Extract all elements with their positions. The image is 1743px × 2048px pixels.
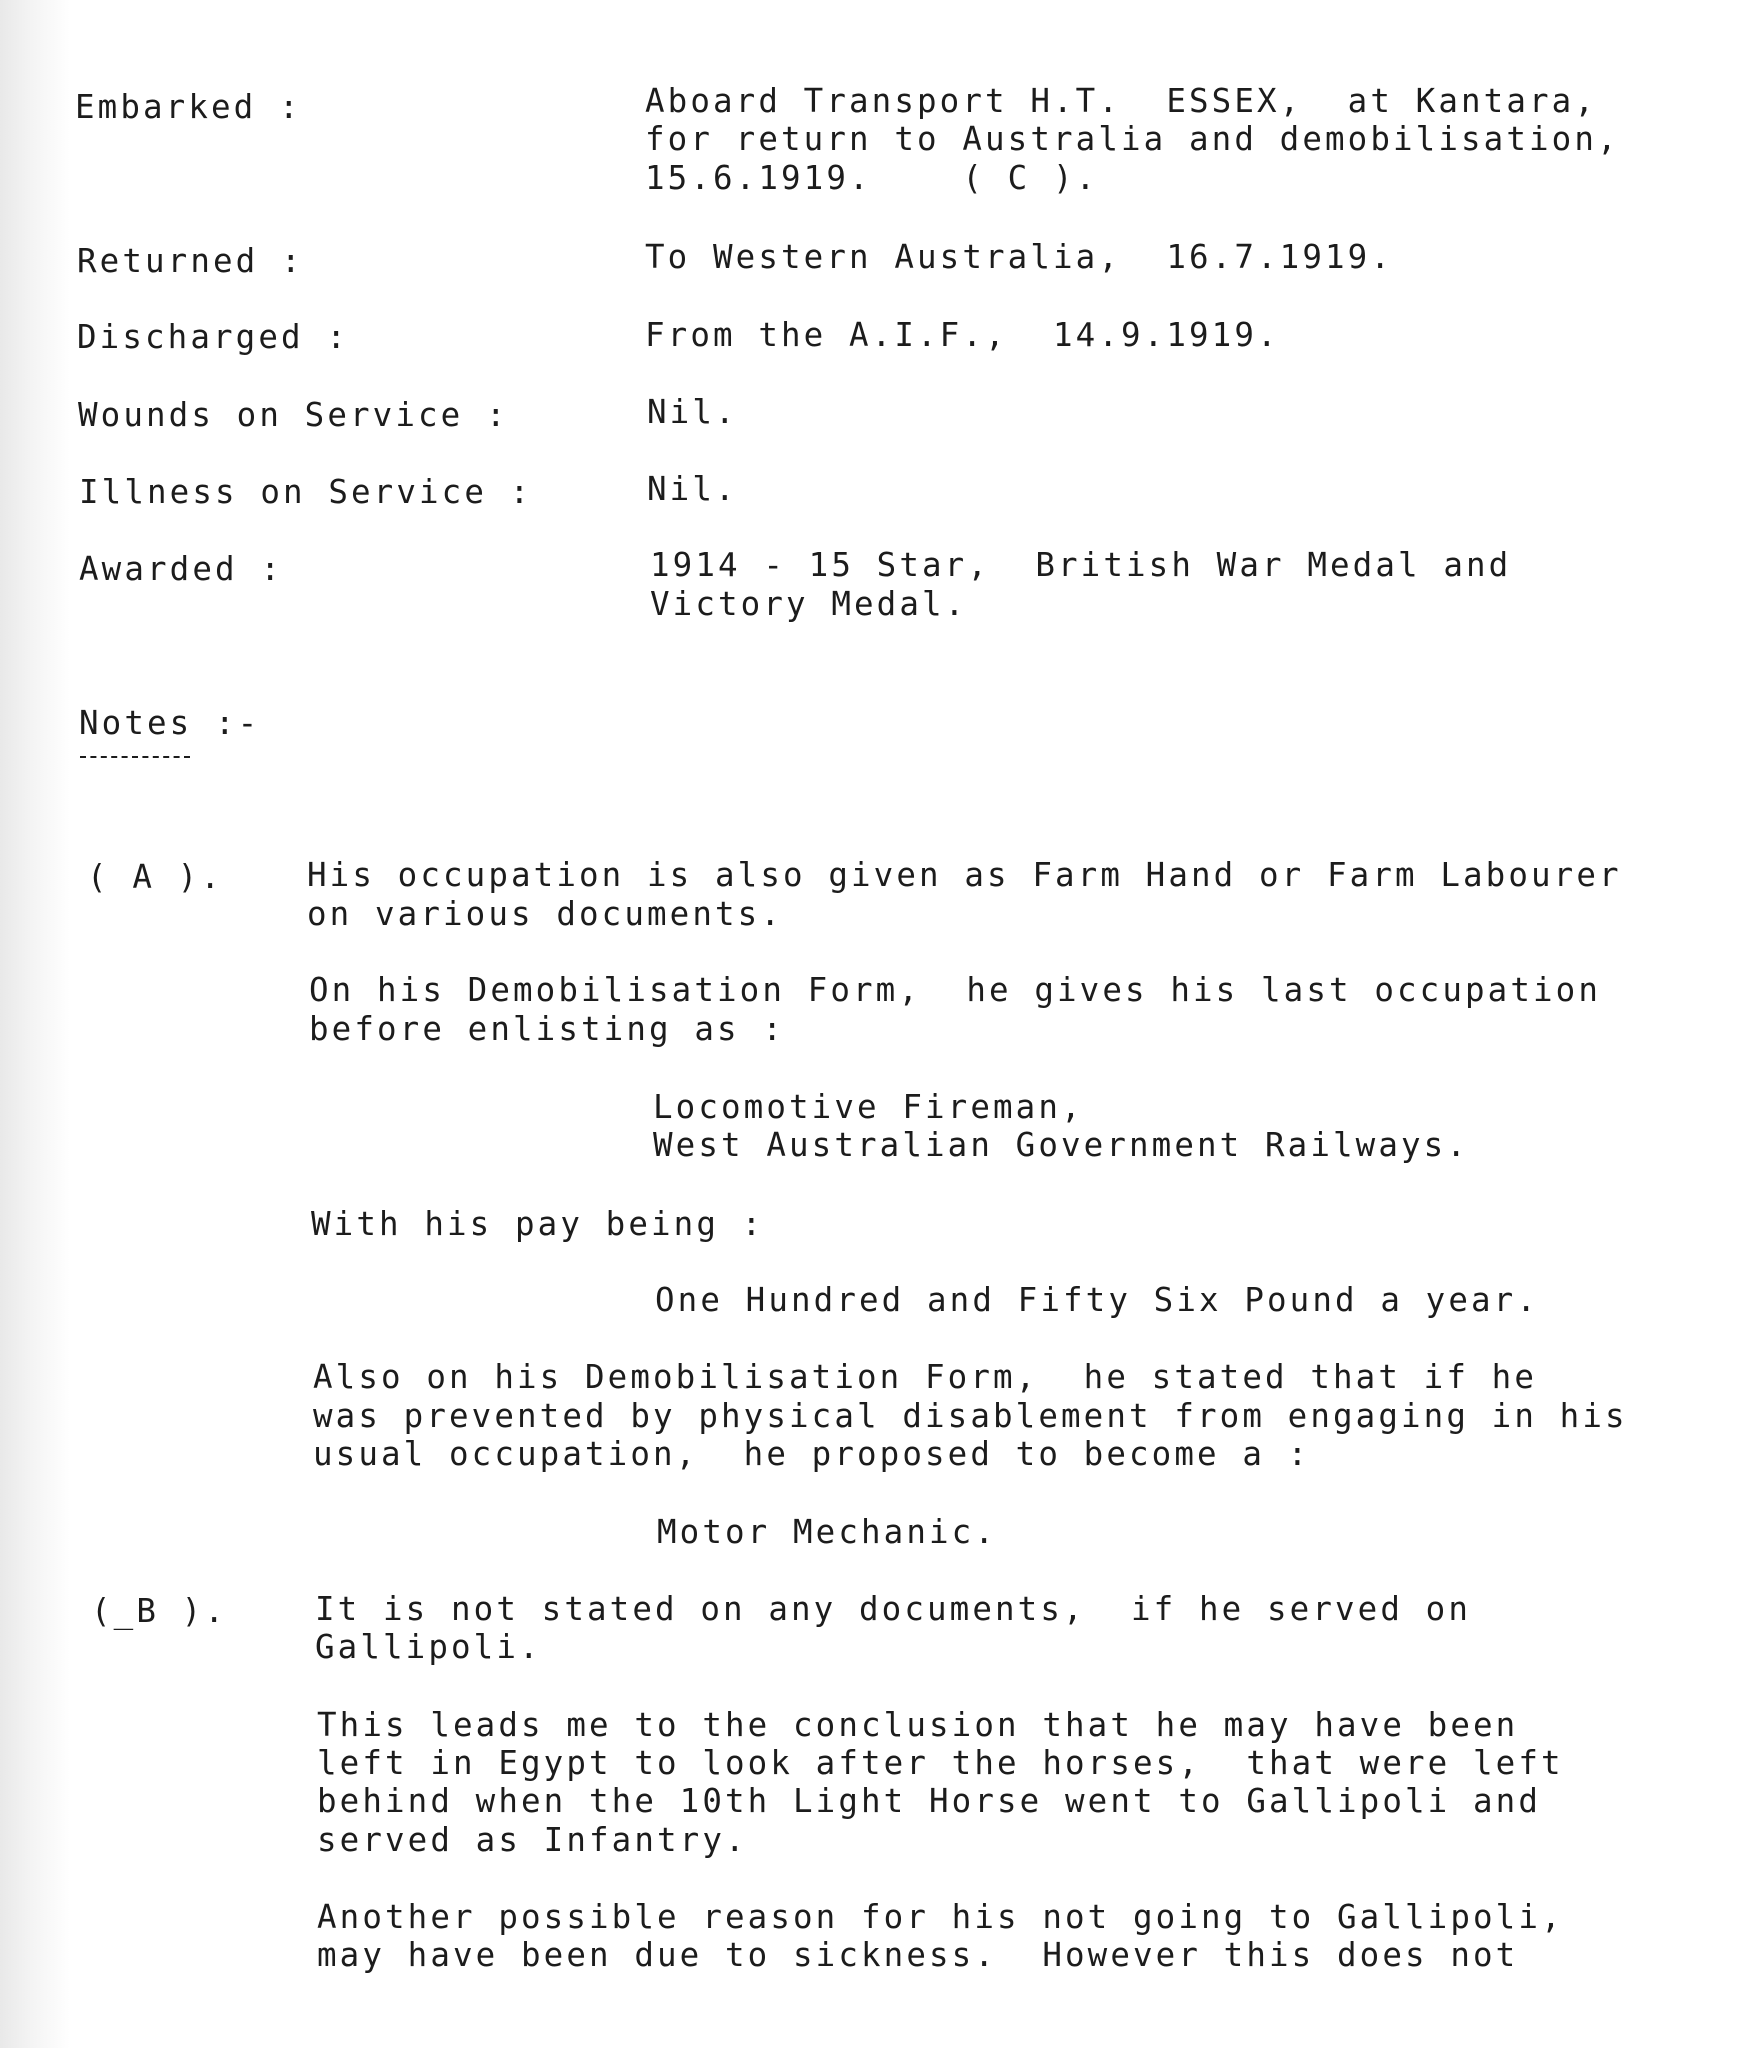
note-b-para3-line-2: may have been due to sickness. However this does not	[317, 1936, 1519, 1974]
note-a-para3-line-1: Also on his Demobilisation Form, he stated that if he	[313, 1358, 1537, 1396]
returned-value: To Western Australia, 16.7.1919.	[645, 238, 1393, 276]
note-a-para2-line-2: before enlisting as :	[309, 1010, 785, 1048]
note-b-para2-line-2: left in Egypt to look after the horses, that were left	[317, 1744, 1564, 1782]
note-b-para2-line-3: behind when the 10th Light Horse went to Gallipoli and	[317, 1782, 1541, 1820]
note-a-pay: One Hundred and Fifty Six Pound a year.	[655, 1281, 1539, 1319]
illness-value: Nil.	[647, 470, 738, 508]
note-b-para2-line-1: This leads me to the conclusion that he may have been	[317, 1706, 1519, 1744]
note-a-marker: ( A ).	[87, 858, 223, 896]
discharged-label: Discharged :	[77, 318, 349, 356]
note-b-para1-line-2: Gallipoli.	[315, 1628, 542, 1666]
illness-label: Illness on Service :	[79, 473, 533, 511]
note-a-para3-line-3: usual occupation, he proposed to become a :	[313, 1435, 1311, 1473]
note-a-para3-line-2: was prevented by physical disablement from engaging in his	[313, 1397, 1628, 1435]
awarded-label: Awarded :	[79, 550, 283, 588]
note-a-occupation-line-2: West Australian Government Railways.	[653, 1126, 1469, 1164]
note-a-pay-intro: With his pay being :	[311, 1205, 765, 1243]
embarked-label: Embarked :	[75, 88, 302, 126]
note-a-para1-line-2: on various documents.	[307, 895, 783, 933]
awarded-value-line-2: Victory Medal.	[650, 585, 968, 623]
embarked-value-line-3: 15.6.1919. ( C ).	[645, 159, 1099, 197]
note-a-para2-line-1: On his Demobilisation Form, he gives his last occupation	[309, 971, 1601, 1009]
note-b-para1-line-1: It is not stated on any documents, if he served on	[315, 1590, 1471, 1628]
notes-heading-underline	[80, 756, 190, 758]
discharged-value: From the A.I.F., 14.9.1919.	[645, 316, 1280, 354]
note-a-para1-line-1: His occupation is also given as Farm Hand or Farm Labourer	[307, 856, 1622, 894]
note-a-proposed: Motor Mechanic.	[657, 1513, 997, 1551]
notes-heading: Notes :-	[79, 704, 261, 742]
wounds-label: Wounds on Service :	[78, 396, 509, 434]
embarked-value-line-2: for return to Australia and demobilisation,	[645, 120, 1620, 158]
note-b-para2-line-4: served as Infantry.	[317, 1821, 748, 1859]
awarded-value-line-1: 1914 - 15 Star, British War Medal and	[650, 546, 1512, 584]
embarked-value-line-1: Aboard Transport H.T. ESSEX, at Kantara,	[645, 82, 1597, 120]
scan-edge-shading	[0, 0, 70, 2048]
returned-label: Returned :	[77, 242, 304, 280]
note-b-para3-line-1: Another possible reason for his not going to Gallipoli,	[317, 1898, 1564, 1936]
note-a-occupation-line-1: Locomotive Fireman,	[653, 1088, 1084, 1126]
wounds-value: Nil.	[647, 393, 738, 431]
note-b-marker: (_B ).	[91, 1592, 227, 1630]
